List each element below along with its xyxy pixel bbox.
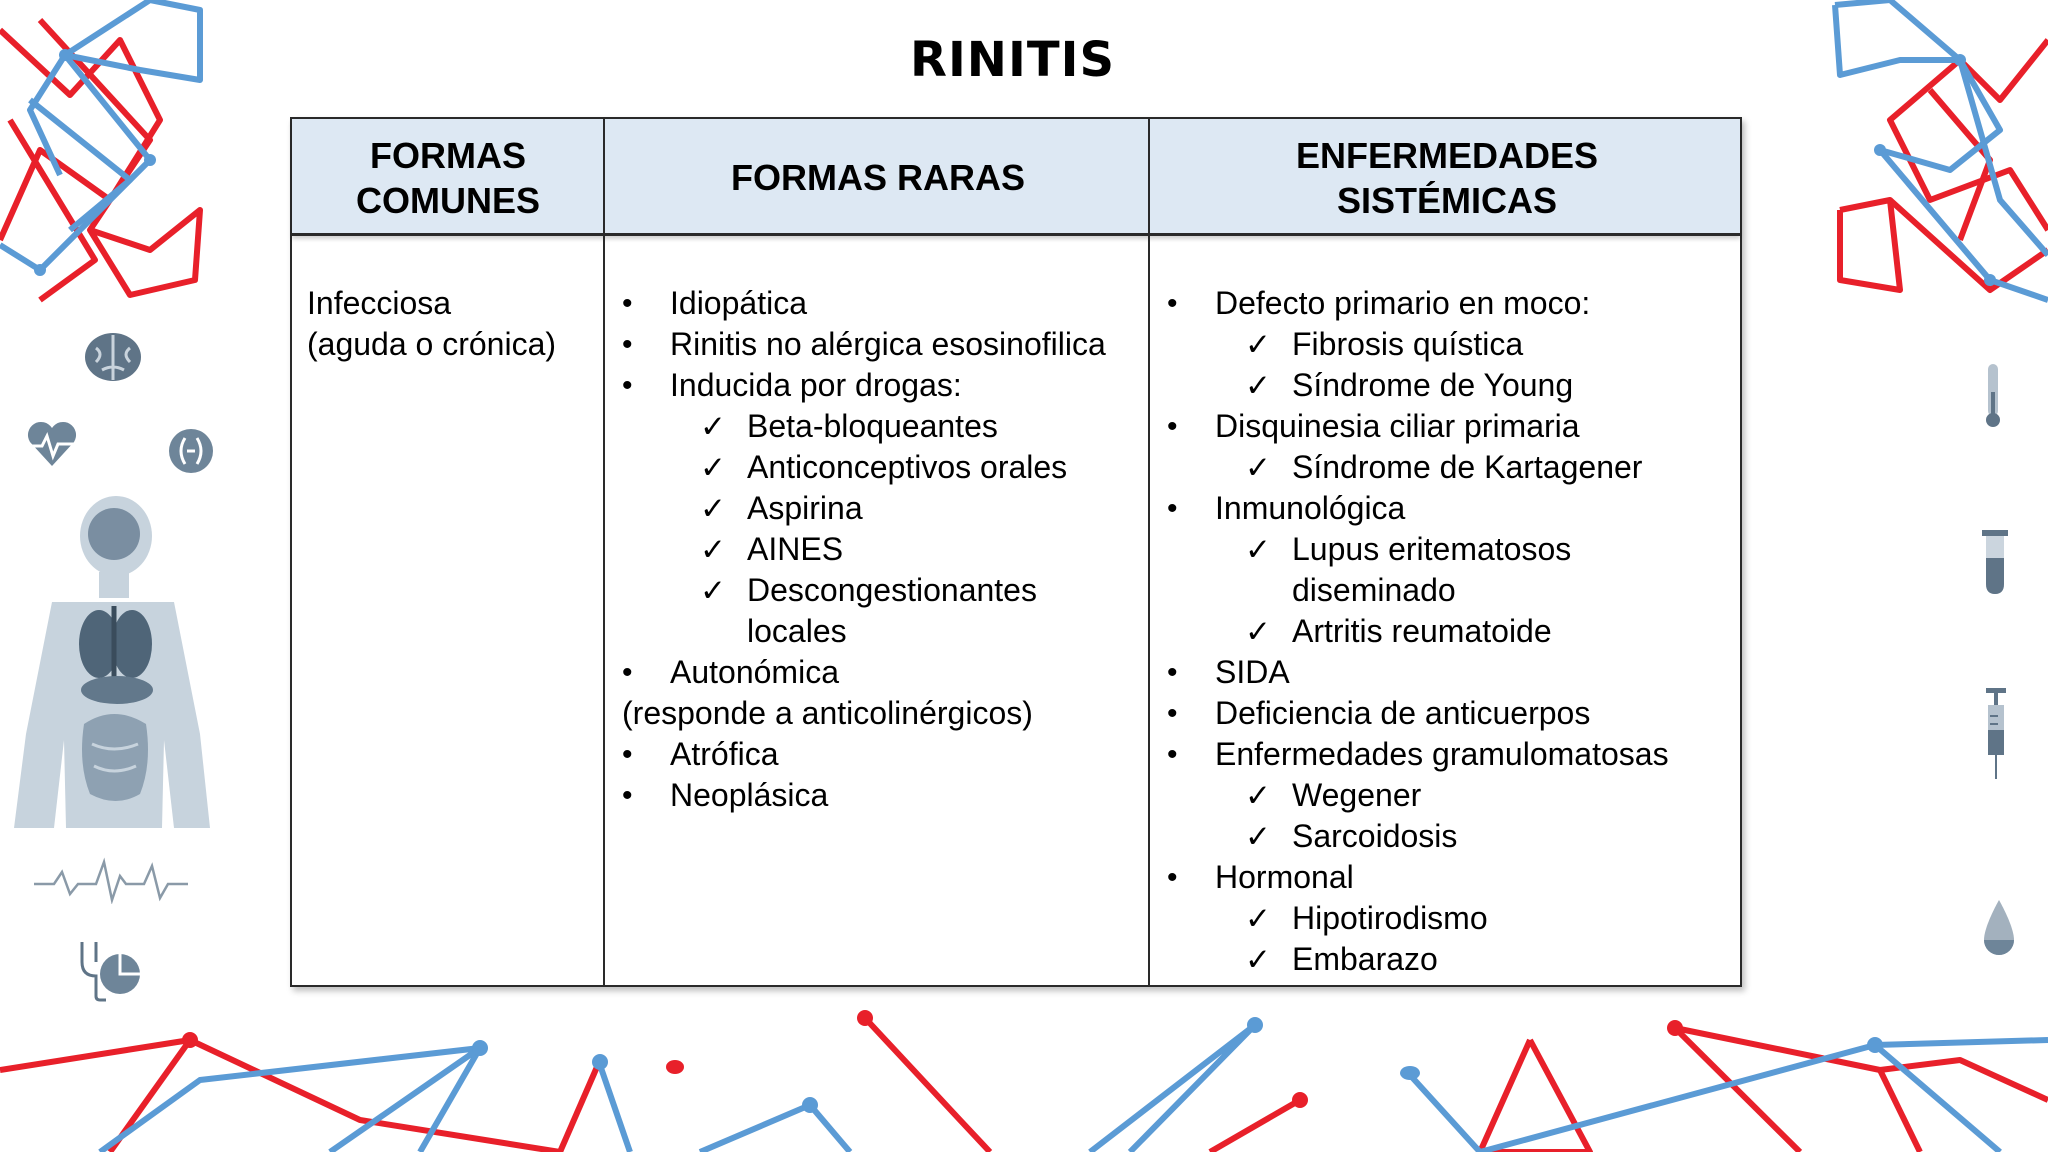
list-item-text: Síndrome de Young <box>1292 367 1574 403</box>
header-formas-raras <box>606 119 1150 236</box>
checkmark-icon: ✓ <box>700 532 726 567</box>
checkmark-icon: ✓ <box>1245 819 1271 854</box>
list-item-text: Anticonceptivos orales <box>747 449 1068 485</box>
bullet-icon: • <box>622 328 633 361</box>
bullet-icon: • <box>1167 656 1178 689</box>
list-item-text: AINES <box>747 531 844 567</box>
list-item <box>622 570 1142 611</box>
drop-icon <box>1984 900 2014 958</box>
list-item-text: Neoplásica <box>670 777 829 813</box>
thermometer-icon <box>1982 362 2004 430</box>
list-item-text: (aguda o crónica) <box>307 326 557 362</box>
test-tube-icon <box>1980 528 2010 596</box>
bullet-icon: • <box>622 369 633 402</box>
list-item-text: Inducida por drogas: <box>670 367 962 403</box>
list-item-text: Idiopática <box>670 285 807 321</box>
list-item <box>1167 734 1737 775</box>
list-item-text: Lupus eritematosos <box>1292 531 1572 567</box>
list-item-text: Fibrosis quística <box>1292 326 1524 362</box>
checkmark-icon: ✓ <box>1245 778 1271 813</box>
list-item-text: Defecto primario en moco: <box>1215 285 1591 321</box>
list-item <box>622 611 1142 652</box>
list-item <box>622 283 1142 324</box>
list-item-text: Descongestionantes <box>747 572 1037 608</box>
list-item-text: Aspirina <box>747 490 863 526</box>
checkmark-icon: ✓ <box>700 491 726 526</box>
checkmark-icon: ✓ <box>1245 942 1271 977</box>
table-header-row <box>292 119 1740 236</box>
checkmark-icon: ✓ <box>1245 368 1271 403</box>
list-item-text: Disquinesia ciliar primaria <box>1215 408 1580 444</box>
list-item <box>307 324 597 365</box>
kidney-icon <box>168 428 214 474</box>
bullet-icon: • <box>1167 287 1178 320</box>
brain-icon <box>82 330 144 385</box>
list-item <box>622 529 1142 570</box>
bullet-icon: • <box>1167 410 1178 443</box>
checkmark-icon: ✓ <box>1245 614 1271 649</box>
list-item <box>622 775 1142 816</box>
stethoscope-icon <box>76 940 144 1002</box>
column-formas-comunes <box>307 283 597 365</box>
list-item <box>622 447 1142 488</box>
list-item <box>1167 406 1737 447</box>
list-item <box>1167 488 1737 529</box>
list-item-text: SIDA <box>1215 654 1290 690</box>
list-item <box>1167 365 1737 406</box>
header-enfermedades-sistemicas <box>1152 119 1742 236</box>
list-item <box>1167 570 1737 611</box>
checkmark-icon: ✓ <box>700 450 726 485</box>
bullet-icon: • <box>622 738 633 771</box>
human-body-anatomy-icon <box>14 494 210 828</box>
ecg-wave-icon <box>34 854 188 904</box>
list-item <box>1167 775 1737 816</box>
list-item <box>1167 611 1737 652</box>
heart-rate-icon <box>26 420 78 468</box>
bullet-icon: • <box>622 287 633 320</box>
list-item <box>622 365 1142 406</box>
checkmark-icon: ✓ <box>1245 901 1271 936</box>
list-item-text: Sarcoidosis <box>1292 818 1458 854</box>
list-item <box>622 324 1142 365</box>
checkmark-icon: ✓ <box>700 573 726 608</box>
list-item-text: Artritis reumatoide <box>1292 613 1552 649</box>
list-item <box>1167 898 1737 939</box>
list-item <box>1167 857 1737 898</box>
header-formas-comunes <box>292 119 604 236</box>
list-item <box>1167 693 1737 734</box>
list-item <box>622 693 1142 734</box>
column-enfermedades-sistemicas <box>1167 283 1737 980</box>
list-item <box>307 283 597 324</box>
list-item-text: Beta-bloqueantes <box>747 408 998 444</box>
list-item-text: (responde a anticolinérgicos) <box>622 695 1033 731</box>
list-item <box>622 652 1142 693</box>
list-item <box>1167 816 1737 857</box>
syringe-icon <box>1984 686 2008 780</box>
list-item-text: Infecciosa <box>307 285 452 321</box>
checkmark-icon: ✓ <box>700 409 726 444</box>
list-item-text: Enfermedades gramulomatosas <box>1215 736 1669 772</box>
list-item-text: Hipotirodismo <box>1292 900 1488 936</box>
list-item-text: Autonómica <box>670 654 839 690</box>
list-item-text: Wegener <box>1292 777 1422 813</box>
bullet-icon: • <box>622 779 633 812</box>
list-item <box>1167 283 1737 324</box>
slide-title: RINITIS <box>909 32 1116 88</box>
list-item-text: Síndrome de Kartagener <box>1292 449 1643 485</box>
list-item-text: Atrófica <box>670 736 779 772</box>
checkmark-icon: ✓ <box>1245 532 1271 567</box>
list-item-text: Inmunológica <box>1215 490 1406 526</box>
list-item <box>1167 447 1737 488</box>
list-item-text: Embarazo <box>1292 941 1438 977</box>
checkmark-icon: ✓ <box>1245 327 1271 362</box>
list-item <box>1167 939 1737 980</box>
bullet-icon: • <box>1167 861 1178 894</box>
header-line: SISTÉMICAS <box>1336 179 1558 221</box>
list-item <box>622 734 1142 775</box>
bullet-icon: • <box>1167 738 1178 771</box>
header-line: FORMAS RARAS <box>731 157 1025 198</box>
list-item-text: locales <box>747 613 847 649</box>
list-item <box>1167 324 1737 365</box>
checkmark-icon: ✓ <box>1245 450 1271 485</box>
list-item-text: diseminado <box>1292 572 1456 608</box>
list-item <box>622 406 1142 447</box>
list-item <box>1167 652 1737 693</box>
column-divider <box>603 119 605 985</box>
header-line: FORMAS <box>369 134 526 176</box>
list-item-text: Deficiencia de anticuerpos <box>1215 695 1591 731</box>
list-item-text: Hormonal <box>1215 859 1354 895</box>
bullet-icon: • <box>1167 492 1178 525</box>
list-item-text: Rinitis no alérgica esosinofilica <box>670 326 1106 362</box>
bullet-icon: • <box>622 656 633 689</box>
header-line: ENFERMEDADES <box>1295 134 1599 176</box>
column-divider <box>1148 119 1150 985</box>
column-formas-raras <box>622 283 1142 816</box>
header-line: COMUNES <box>355 179 540 221</box>
list-item <box>1167 529 1737 570</box>
bullet-icon: • <box>1167 697 1178 730</box>
rinitis-table <box>290 117 1742 987</box>
list-item <box>622 488 1142 529</box>
